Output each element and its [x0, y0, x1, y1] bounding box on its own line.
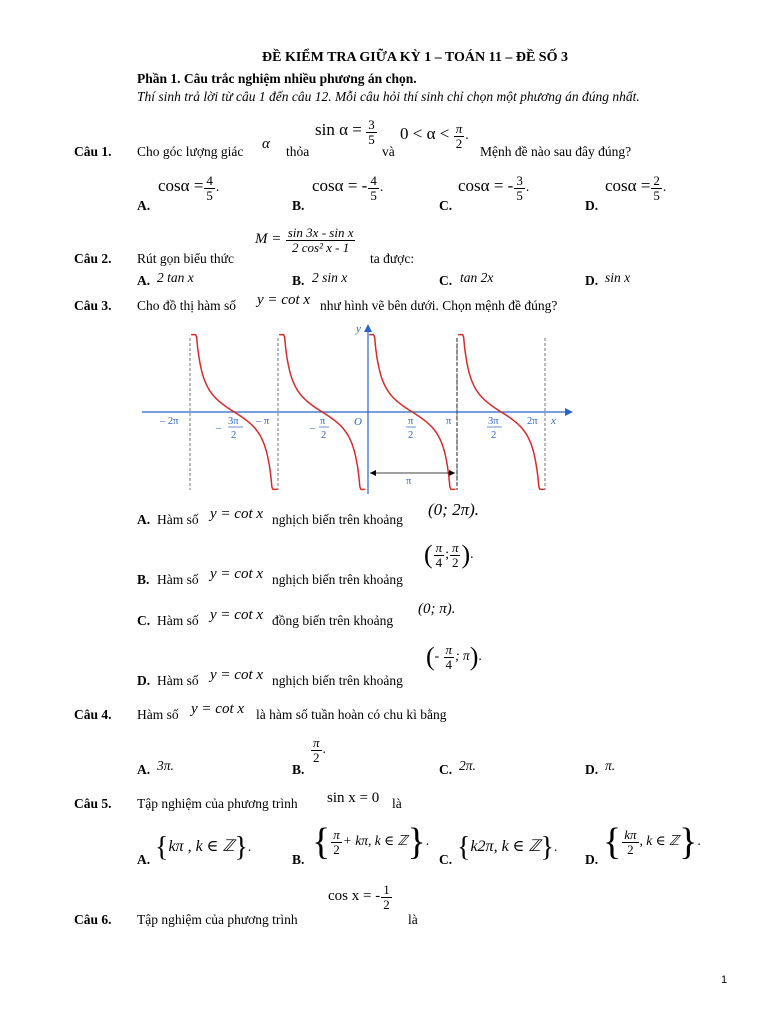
- option-a-label[interactable]: A.: [137, 198, 151, 213]
- option-a-label[interactable]: A.: [137, 762, 151, 777]
- equation: sin x = 0: [327, 790, 380, 806]
- option-c-interval: (0; π).: [418, 601, 456, 617]
- y-axis-label: y: [356, 323, 361, 335]
- question-label: Câu 2.: [74, 251, 112, 266]
- svg-text:2π: 2π: [527, 416, 538, 427]
- x-axis-arrow: [565, 408, 573, 416]
- question-label: Câu 1.: [74, 144, 112, 159]
- question-label: Câu 4.: [74, 707, 112, 722]
- option-b-label[interactable]: B.: [292, 273, 305, 288]
- option-c[interactable]: {k2π, k ∈ ℤ}.: [457, 832, 558, 863]
- svg-text:3π: 3π: [488, 416, 499, 427]
- question-text: và: [382, 144, 395, 159]
- question-text: Tập nghiệm của phương trình: [137, 912, 298, 927]
- question-text: Hàm số: [137, 707, 179, 722]
- option-a-interval: (0; 2π).: [428, 500, 479, 519]
- option-b-label[interactable]: B.: [292, 852, 305, 867]
- option-c-label[interactable]: C.: [137, 613, 151, 628]
- option-a-func: y = cot x: [210, 506, 264, 522]
- cot-graph: [140, 318, 580, 498]
- question-text: là hàm số tuần hoàn có chu kì bằng: [256, 707, 447, 722]
- svg-text:2: 2: [231, 430, 237, 441]
- question-text: ta được:: [370, 251, 415, 266]
- option-d-label[interactable]: D.: [585, 273, 599, 288]
- y-axis-arrow: [364, 324, 372, 332]
- option-c-text[interactable]: Hàm số: [157, 613, 199, 628]
- x-axis-label: x: [551, 415, 556, 427]
- option-d[interactable]: sin x: [605, 270, 631, 285]
- svg-text:– 2π: – 2π: [160, 416, 179, 427]
- option-d[interactable]: π.: [605, 758, 616, 773]
- option-a[interactable]: 3π.: [157, 758, 174, 773]
- option-a-label[interactable]: A.: [137, 273, 151, 288]
- option-c-text: đồng biến trên khoảng: [272, 613, 394, 628]
- part-heading: Phần 1. Câu trắc nghiệm nhiều phương án chọn.: [137, 71, 417, 86]
- question-text: Tập nghiệm của phương trình: [137, 796, 298, 811]
- function-expr: y = cot x: [257, 292, 311, 308]
- option-d-text: nghịch biến trên khoảng: [272, 673, 403, 688]
- option-a[interactable]: 2 tan x: [157, 270, 194, 285]
- option-c-label[interactable]: C.: [439, 852, 453, 867]
- question-label: Câu 3.: [74, 298, 112, 313]
- option-a-text[interactable]: Hàm số: [157, 512, 199, 527]
- option-b-label[interactable]: B.: [292, 198, 305, 213]
- option-b[interactable]: { $\frac{\pi}{2}$ + kπ, k ∈ ℤ}.: [312, 821, 430, 863]
- option-b-func: y = cot x: [210, 566, 264, 582]
- option-a-label[interactable]: A.: [137, 852, 151, 867]
- period-label: π: [406, 476, 412, 487]
- question-text: thỏa: [286, 144, 310, 159]
- option-d[interactable]: { $\frac{k\pi}{2}$ , k ∈ ℤ}.: [603, 821, 701, 863]
- svg-text:π: π: [446, 416, 452, 427]
- option-c[interactable]: 2π.: [459, 758, 476, 773]
- option-b-label[interactable]: B.: [292, 762, 305, 777]
- option-a-text: nghịch biến trên khoảng: [272, 512, 403, 527]
- option-c-func: y = cot x: [210, 607, 264, 623]
- option-d[interactable]: cosα = $\frac{2}{5}$ .: [605, 173, 667, 203]
- option-c[interactable]: cosα = - $\frac{3}{5}$ .: [458, 173, 530, 203]
- svg-text:π: π: [408, 416, 414, 427]
- question-text: Cho góc lượng giác: [137, 144, 244, 159]
- svg-text:2: 2: [408, 430, 414, 441]
- option-a[interactable]: cosα = $\frac{4}{5}$ .: [158, 173, 220, 203]
- question-text: Rút gọn biểu thức: [137, 251, 234, 266]
- option-d-label[interactable]: D.: [585, 762, 599, 777]
- svg-text:2: 2: [321, 430, 327, 441]
- option-c-label[interactable]: C.: [439, 198, 453, 213]
- question-label: Câu 5.: [74, 796, 112, 811]
- origin-label: O: [354, 416, 362, 428]
- option-b[interactable]: 2 sin x: [312, 270, 348, 285]
- option-d-interval: (- $\frac{\pi}{4}$ ; π).: [426, 641, 482, 672]
- option-c-label[interactable]: C.: [439, 273, 453, 288]
- equation: cos x = - $\frac{1}{2}$: [328, 882, 390, 912]
- instruction-text: Thí sinh trả lời từ câu 1 đến câu 12. Mỗi câu hỏi thí sinh chỉ chọn một phương án đúng nhất.: [137, 89, 640, 104]
- option-d-text[interactable]: Hàm số: [157, 673, 199, 688]
- option-b[interactable]: cosα = - $\frac{4}{5}$ .: [312, 173, 384, 203]
- question-text: như hình vẽ bên dưới. Chọn mệnh đề đúng?: [320, 298, 558, 313]
- question-text: là: [408, 912, 418, 927]
- option-b-text[interactable]: Hàm số: [157, 572, 199, 587]
- svg-text:–: –: [310, 423, 316, 434]
- page-number: 1: [721, 974, 728, 986]
- option-c-label[interactable]: C.: [439, 762, 453, 777]
- condition-sin: sin α = $\frac{3}{5}$: [315, 117, 375, 147]
- svg-text:2: 2: [491, 430, 497, 441]
- expression-m: M = $\frac{\text{sin 3x - sin x}}{\text{2 cos² x - 1}}$: [255, 225, 354, 255]
- option-b[interactable]: $\frac{\pi}{2}$ .: [313, 735, 326, 765]
- option-c[interactable]: tan 2x: [460, 270, 494, 285]
- page-title: ĐỀ KIỂM TRA GIỮA KỲ 1 – TOÁN 11 – ĐỀ SỐ 3: [262, 50, 568, 65]
- svg-text:–: –: [216, 423, 222, 434]
- alpha-symbol: α: [262, 136, 270, 152]
- condition-range: 0 < α < $\frac{\pi}{2}$ .: [400, 121, 469, 151]
- option-d-label[interactable]: D.: [585, 198, 599, 213]
- option-d-label[interactable]: D.: [585, 852, 599, 867]
- question-text: là: [392, 796, 402, 811]
- option-d-func: y = cot x: [210, 667, 264, 683]
- function-expr: y = cot x: [191, 701, 245, 717]
- svg-text:– π: – π: [256, 416, 270, 427]
- option-b-label[interactable]: B.: [137, 572, 150, 587]
- option-a-label[interactable]: A.: [137, 512, 151, 527]
- option-b-interval: ( $\frac{\pi}{4}$ ; $\frac{\pi}{2}$ ).: [424, 539, 474, 570]
- svg-text:π: π: [320, 416, 326, 427]
- option-a[interactable]: {kπ , k ∈ ℤ}.: [155, 832, 252, 863]
- question-text: Cho đồ thị hàm số: [137, 298, 237, 313]
- svg-text:3π: 3π: [228, 416, 239, 427]
- question-text: Mệnh đề nào sau đây đúng?: [480, 144, 632, 159]
- question-label: Câu 6.: [74, 912, 112, 927]
- option-b-text: nghịch biến trên khoảng: [272, 572, 403, 587]
- option-d-label[interactable]: D.: [137, 673, 151, 688]
